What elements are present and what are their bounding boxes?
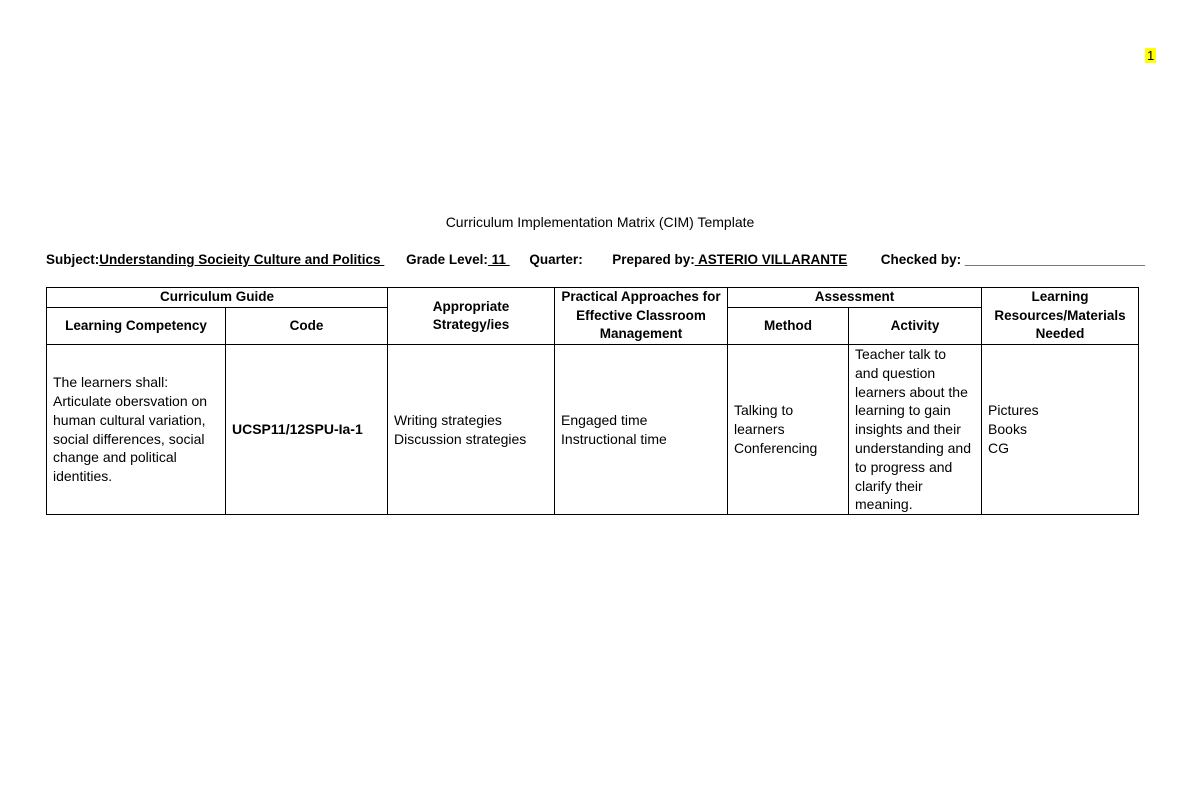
activity-line: understanding and [855,439,972,456]
cell-strategies [388,345,555,515]
cell-code: UCSP11/12SPU-Ia-1 [226,345,388,515]
grade-level-value: 11 [487,252,510,267]
grade-level-label: Grade Level: [406,252,488,267]
checked-by-label: Checked by: [880,252,962,267]
method-line: learners [734,421,785,438]
competency-line: social differences, social [53,430,205,447]
subject-label: Subject: [46,252,100,267]
header-activity: Activity [849,308,982,345]
table-row [47,345,1139,515]
prepared-by-value: ASTERIO VILLARANTE [694,252,848,267]
subject-value: Understanding Socieity Culture and Politics [99,252,385,267]
header-strategy: Appropriate Strategy/ies [388,288,555,345]
header-practical-approaches: Practical Approaches for Effective Classroom Management [555,288,728,345]
prepared-by-label: Prepared by: [612,252,695,267]
competency-line: identities. [53,468,113,485]
quarter-label: Quarter: [529,252,583,267]
header-method: Method [728,308,849,345]
activity-line: meaning. [855,496,913,513]
activity-line: learning to gain [855,402,951,419]
strategy-item: Writing strategies [394,411,502,428]
checked-by-blank: ________________________ [964,252,1146,267]
competency-line: Articulate obersvation on [53,392,208,409]
practical-item: Instructional time [561,430,667,447]
cell-practical-approaches [555,345,728,515]
page-number: 1 [1147,48,1155,63]
activity-line: clarify their [855,477,923,494]
header-learning-competency: Learning Competency [47,308,226,345]
competency-line: human cultural variation, [53,411,206,428]
document-meta-row [46,251,1146,269]
header-assessment: Assessment [728,288,982,308]
header-curriculum-guide: Curriculum Guide [47,288,388,308]
header-code: Code [226,308,388,345]
resource-item: Pictures [988,402,1039,419]
cell-learning-competency [47,345,226,515]
cell-activity [849,345,982,515]
competency-line: change and political [53,449,177,466]
activity-line: and question [855,364,936,381]
cell-resources [982,345,1139,515]
header-learning-resources: Learning Resources/Materials Needed [982,288,1139,345]
activity-line: insights and their [855,421,961,438]
activity-line: learners about the [855,383,968,400]
curriculum-matrix-table [46,287,1139,515]
method-line: Talking to [734,402,794,419]
practical-item: Engaged time [561,411,648,428]
cell-method [728,345,849,515]
method-line: Conferencing [734,439,818,456]
activity-line: to progress and [855,458,953,475]
resource-item: CG [988,439,1010,456]
resource-item: Books [988,421,1027,438]
strategy-item: Discussion strategies [394,430,527,447]
document-title: Curriculum Implementation Matrix (CIM) Template [445,214,755,230]
activity-line: Teacher talk to [855,346,947,362]
competency-line: The learners shall: [53,374,169,391]
